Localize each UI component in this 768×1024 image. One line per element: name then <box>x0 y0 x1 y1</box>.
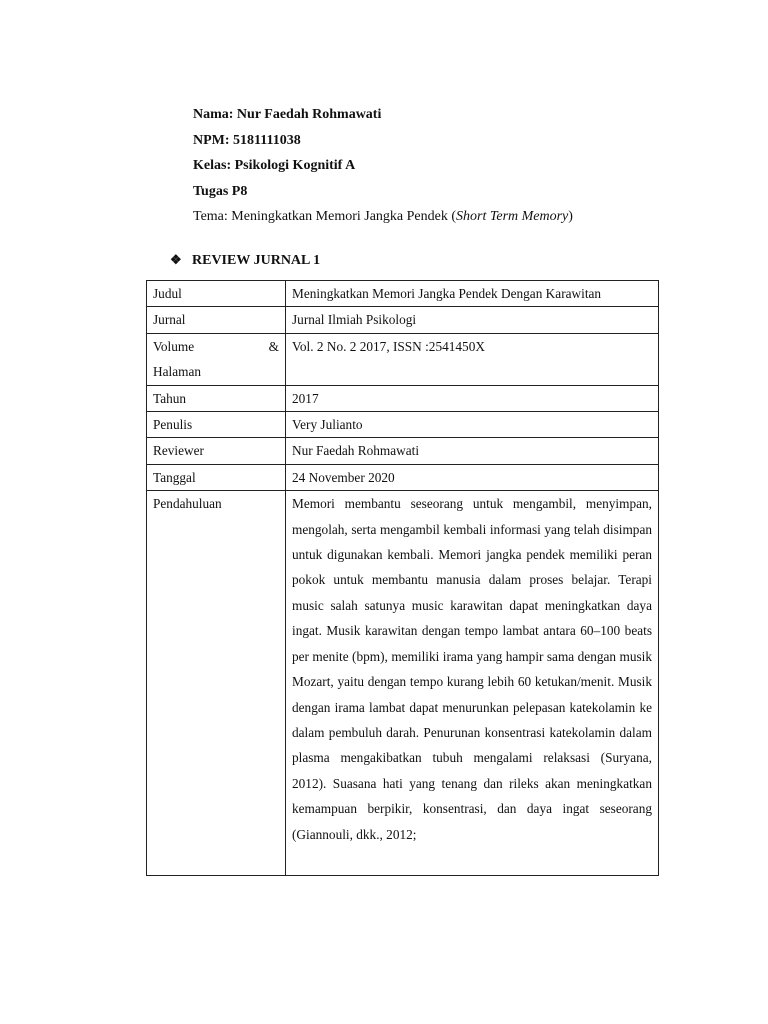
row-value-jurnal: Jurnal Ilmiah Psikologi <box>286 307 659 333</box>
row-value-judul: Meningkatkan Memori Jangka Pendek Dengan Karawitan <box>286 281 659 307</box>
table-row <box>147 491 659 876</box>
table-row <box>147 333 659 385</box>
student-info <box>193 102 573 230</box>
section-heading <box>170 252 320 269</box>
row-value-tahun: 2017 <box>286 385 659 411</box>
row-value-penulis: Very Julianto <box>286 412 659 438</box>
section-title-text: REVIEW JURNAL 1 <box>192 253 321 268</box>
theme-italic: Short Term Memory <box>456 209 569 224</box>
table-row <box>147 385 659 411</box>
row-label-reviewer: Reviewer <box>147 438 286 464</box>
row-label-tanggal: Tanggal <box>147 464 286 490</box>
row-label-pendahuluan: Pendahuluan <box>147 491 286 876</box>
theme-suffix: ) <box>568 209 573 224</box>
table-row <box>147 412 659 438</box>
student-class: Kelas: Psikologi Kognitif A <box>193 158 356 173</box>
row-value-tanggal: 24 November 2020 <box>286 464 659 490</box>
review-table <box>146 280 659 876</box>
table-row <box>147 307 659 333</box>
student-npm: NPM: 5181111038 <box>193 132 301 148</box>
volume-label-halaman: Halaman <box>153 364 201 380</box>
row-value-pendahuluan <box>286 491 659 876</box>
table-row <box>147 438 659 464</box>
theme-prefix: Tema: Meningkatkan Memori Jangka Pendek ( <box>193 209 457 224</box>
row-label-jurnal: Jurnal <box>147 307 286 333</box>
row-label-penulis: Penulis <box>147 412 286 438</box>
diamond-bullet-icon: ❖ <box>170 252 182 267</box>
volume-label-line <box>153 334 279 359</box>
row-label-judul: Judul <box>147 281 286 307</box>
table-row <box>147 281 659 307</box>
student-name: Nama: Nur Faedah Rohmawati <box>193 107 382 122</box>
assignment-theme <box>193 204 573 230</box>
row-value-reviewer: Nur Faedah Rohmawati <box>286 438 659 464</box>
row-label-volume <box>147 333 286 385</box>
volume-label-word: Volume <box>153 338 195 354</box>
pendahuluan-text: Memori membantu seseorang untuk mengambil, menyimpan, mengolah, serta mengambil kembali informasi yang telah disimpan untuk digunakan kembali. Memori jangka pendek memiliki peran pokok untuk membantu manusia dalam proses belajar. Terapi music salah satunya music karawitan dapat meningkatkan daya ingat. Musik karawitan dengan tempo lambat antara 60–100 beats per menite (bpm), memiliki irama yang hampir sama dengan musik Mozart, yaitu dengan tempo kurang lebih 60 ketukan/menit. Musik dengan irama lambat dapat menurunkan pelepasan katekolamin ke dalam pembuluh darah. Penurunan konsentrasi katekolamin dalam plasma mengakibatkan tubuh mengalami relaksasi (Suryana, 2012). Suasana hati yang tenang dan rileks akan meningkatkan kemampuan berpikir, konsentrasi, dan daya ingat seseorang (Giannouli, dkk., 2012; <box>292 496 652 842</box>
volume-label-amp: & <box>268 338 279 354</box>
row-value-volume: Vol. 2 No. 2 2017, ISSN :2541450X <box>286 333 659 385</box>
assignment-title: Tugas P8 <box>193 183 248 199</box>
table-row <box>147 464 659 490</box>
row-label-tahun: Tahun <box>147 385 286 411</box>
